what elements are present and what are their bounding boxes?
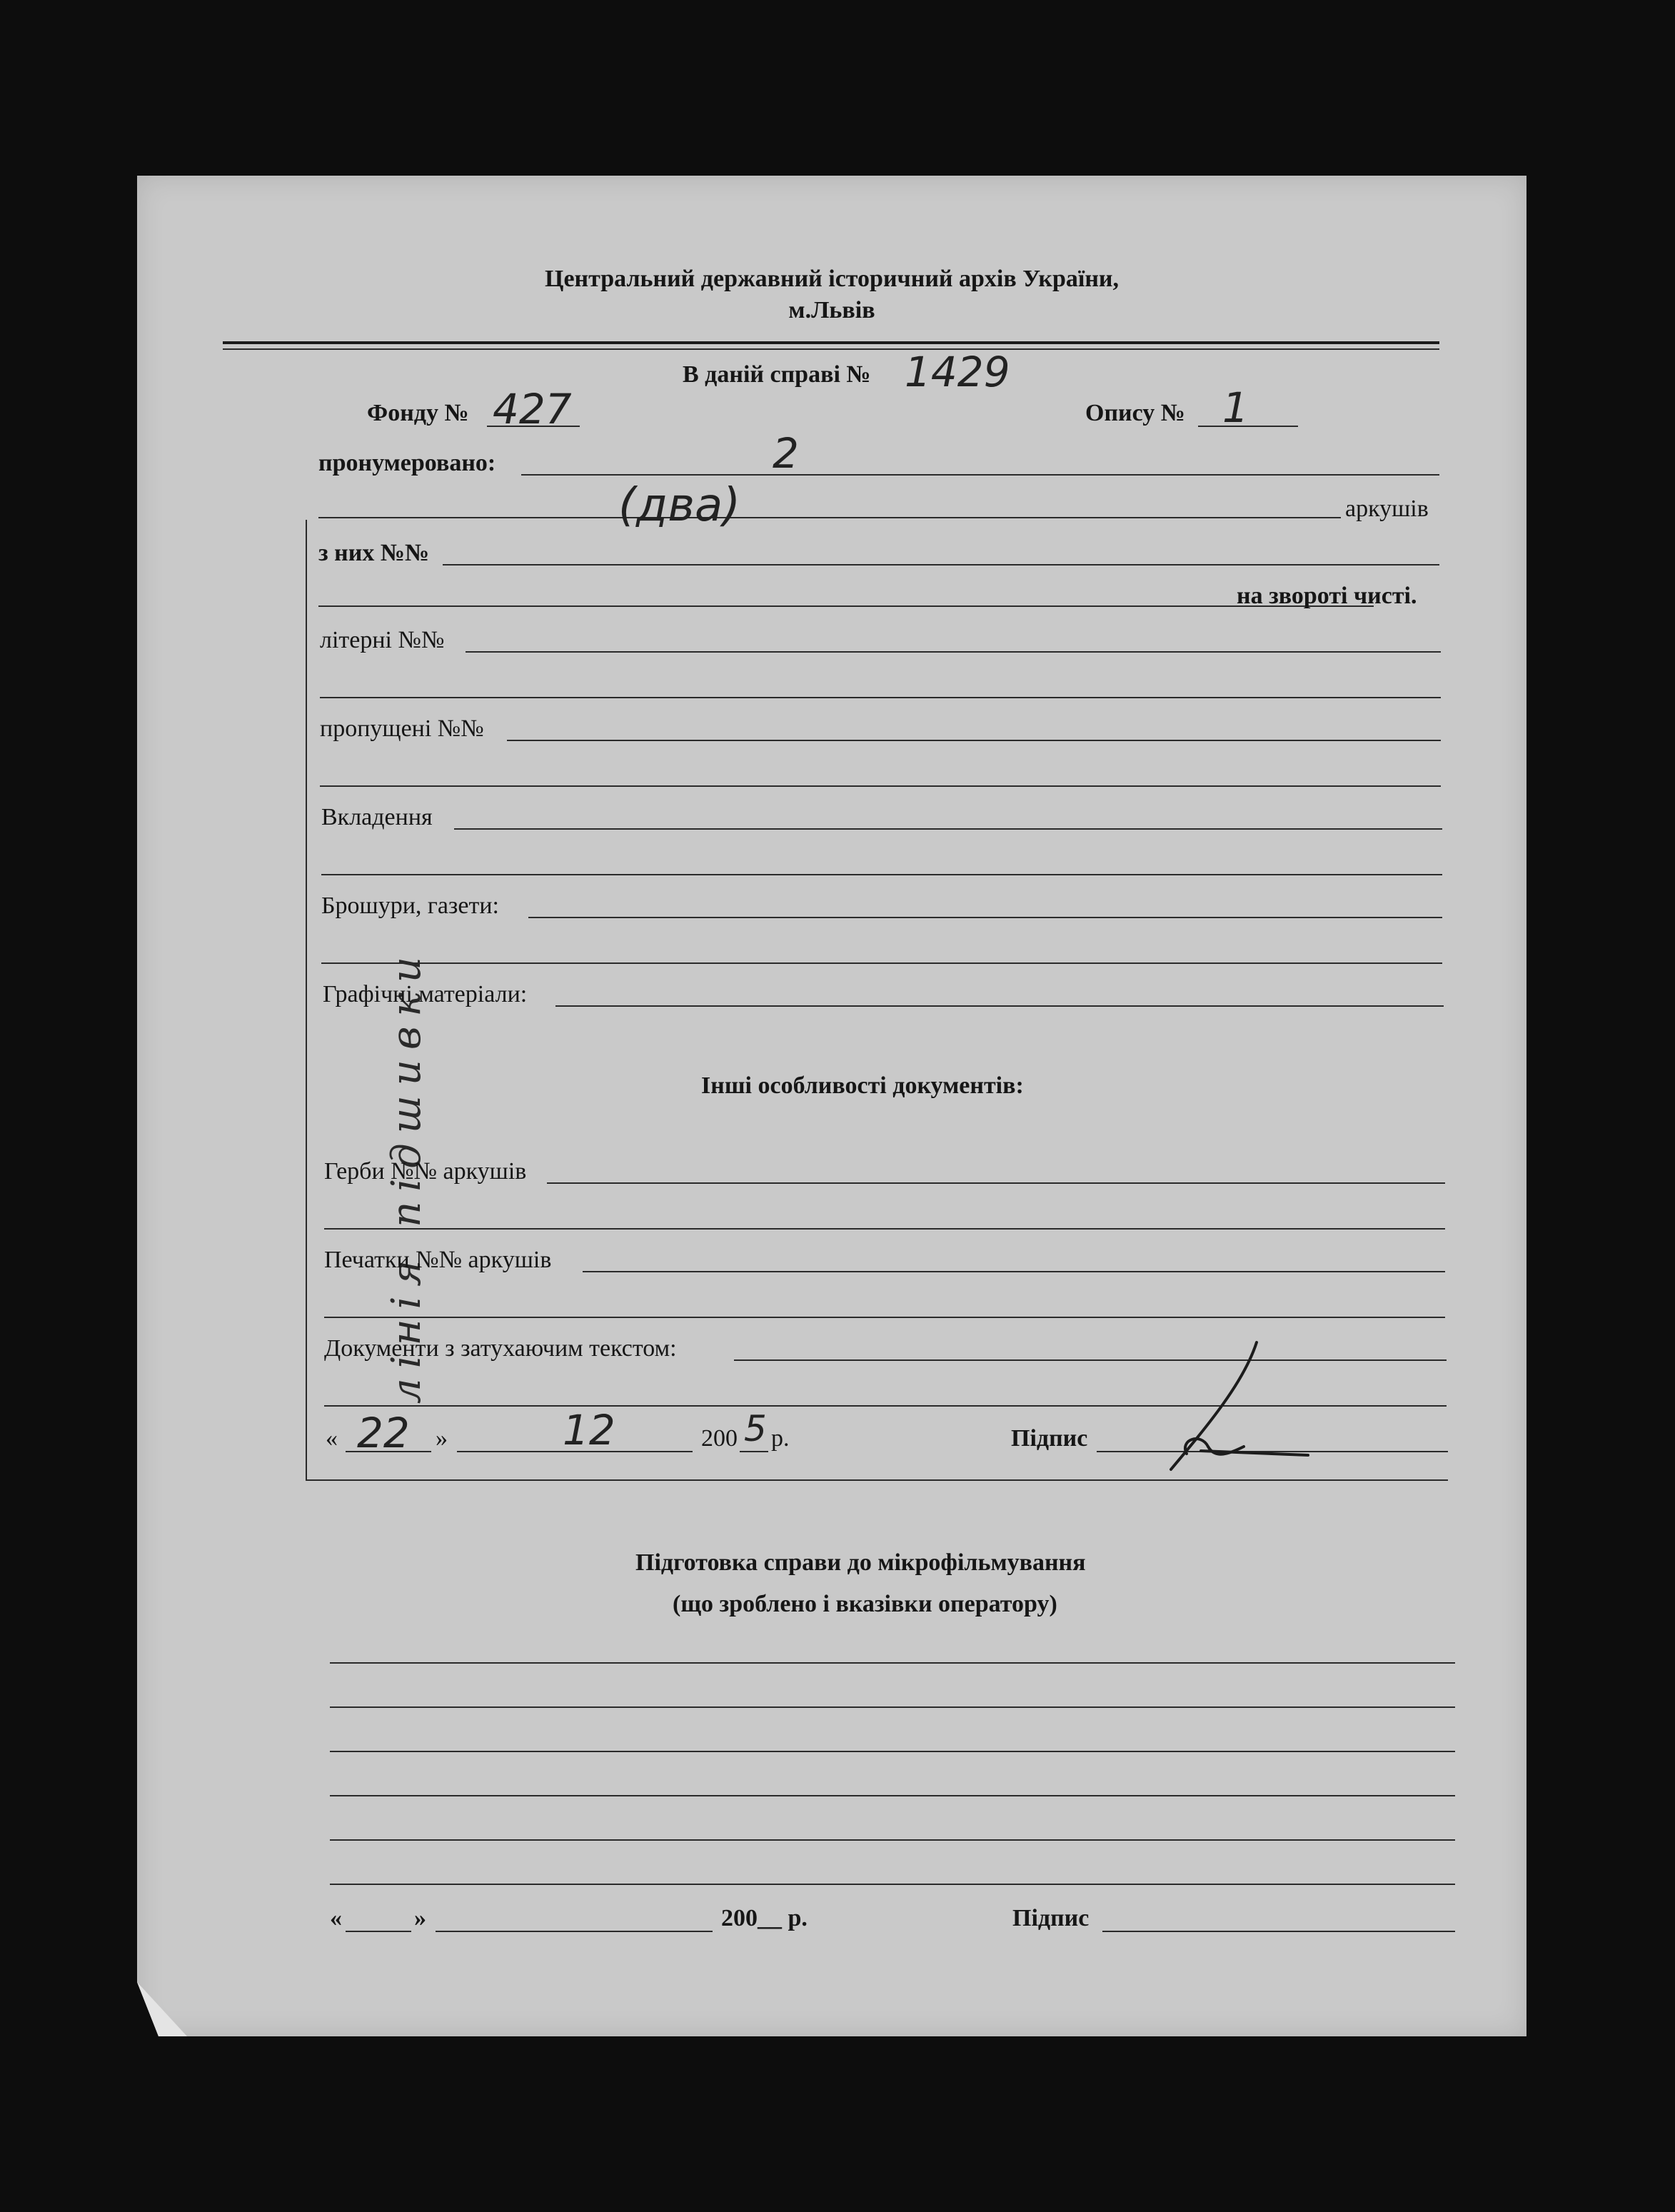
archive-name-line2: м.Львів [788, 297, 875, 323]
signature1-handwritten [1158, 1339, 1315, 1475]
date2-year: 200__ р. [721, 1905, 808, 1931]
date1-day-line [346, 1451, 431, 1452]
enclosures-line [454, 828, 1442, 830]
graphic-line [555, 1005, 1444, 1007]
fond-number-handwritten: 427 [493, 385, 572, 433]
seals-label: Печатки №№ аркушів [324, 1247, 552, 1273]
section-divider [306, 1479, 1448, 1481]
microfilm-line-5 [330, 1839, 1455, 1841]
archive-form-sheet [137, 176, 1526, 2036]
date2-day-line [346, 1931, 411, 1932]
archive-name-line1: Центральний державний історичний архів України, [545, 266, 1119, 292]
numbered-value-handwritten: 2 [773, 429, 799, 478]
fond-label: Фонду № [367, 400, 469, 426]
literal-line-2 [320, 697, 1441, 698]
case-label: В даній справі № [683, 361, 871, 388]
opys-number-handwritten: 1 [1222, 383, 1249, 432]
of-them-label: з них №№ [318, 540, 430, 566]
coats-line-2 [324, 1228, 1445, 1230]
numbered-words-handwritten: (два) [618, 479, 741, 532]
date2-open-quote: « [330, 1905, 342, 1931]
date1-year-prefix: 200 [701, 1425, 738, 1452]
microfilm-line-3 [330, 1751, 1455, 1752]
brochures-line-2 [321, 962, 1442, 964]
numbered-label: пронумеровано: [318, 450, 496, 476]
date1-day-handwritten: 22 [357, 1409, 410, 1457]
microfilm-line-4 [330, 1795, 1455, 1796]
opys-label: Опису № [1085, 400, 1185, 426]
microfilm-line-6 [330, 1884, 1455, 1885]
literal-label: літерні №№ [320, 627, 445, 653]
coats-label: Герби №№ аркушів [324, 1158, 527, 1185]
header-rule-thick [223, 341, 1439, 344]
faded-label: Документи з затухаючим текстом: [324, 1335, 677, 1362]
brochures-label: Брошури, газети: [321, 893, 499, 919]
microfilm-line-2 [330, 1706, 1455, 1708]
faded-line [734, 1359, 1447, 1361]
date1-close-quote: » [436, 1425, 448, 1452]
microfilm-title: Підготовка справи до мікрофільмування [635, 1549, 1086, 1576]
skipped-label: пропущені №№ [320, 715, 484, 742]
date1-month-handwritten: 12 [563, 1406, 615, 1454]
seals-line [583, 1271, 1445, 1272]
signature2-line [1102, 1931, 1455, 1932]
folded-corner [137, 1982, 187, 2036]
blank-back-line [318, 605, 1374, 607]
numbered-line [521, 474, 1439, 476]
blank-back-label: на звороті чисті. [1237, 583, 1417, 609]
numbered-words-line [318, 517, 1341, 518]
brochures-line [528, 917, 1442, 918]
date1-year-suffix: р. [771, 1425, 790, 1452]
case-number-handwritten: 1429 [905, 348, 1010, 396]
enclosures-line-2 [321, 874, 1442, 875]
signature1-label: Підпис [1011, 1425, 1088, 1452]
features-title: Інші особливості документів: [701, 1072, 1024, 1099]
sheets-suffix: аркушів [1345, 496, 1429, 522]
of-them-line [443, 564, 1439, 565]
date2-close-quote: » [414, 1905, 426, 1931]
date2-month-line [436, 1931, 713, 1932]
date1-open-quote: « [326, 1425, 338, 1452]
microfilm-line-1 [330, 1662, 1455, 1664]
literal-line [466, 651, 1441, 653]
enclosures-label: Вкладення [321, 804, 433, 830]
binding-vertical-line [306, 520, 307, 1481]
signature2-label: Підпис [1012, 1905, 1090, 1931]
date1-year-digit-handwritten: 5 [744, 1408, 767, 1449]
binding-line-label: лінія підшивки [383, 947, 430, 1404]
skipped-line-2 [320, 785, 1441, 787]
header-rule-thin [223, 348, 1439, 350]
seals-line-2 [324, 1317, 1445, 1318]
coats-line [547, 1182, 1445, 1184]
date1-year-line [740, 1451, 768, 1452]
microfilm-subtitle: (що зроблено і вказівки оператору) [673, 1591, 1057, 1617]
skipped-line [507, 740, 1441, 741]
graphic-label: Графічні матеріали: [323, 981, 528, 1007]
